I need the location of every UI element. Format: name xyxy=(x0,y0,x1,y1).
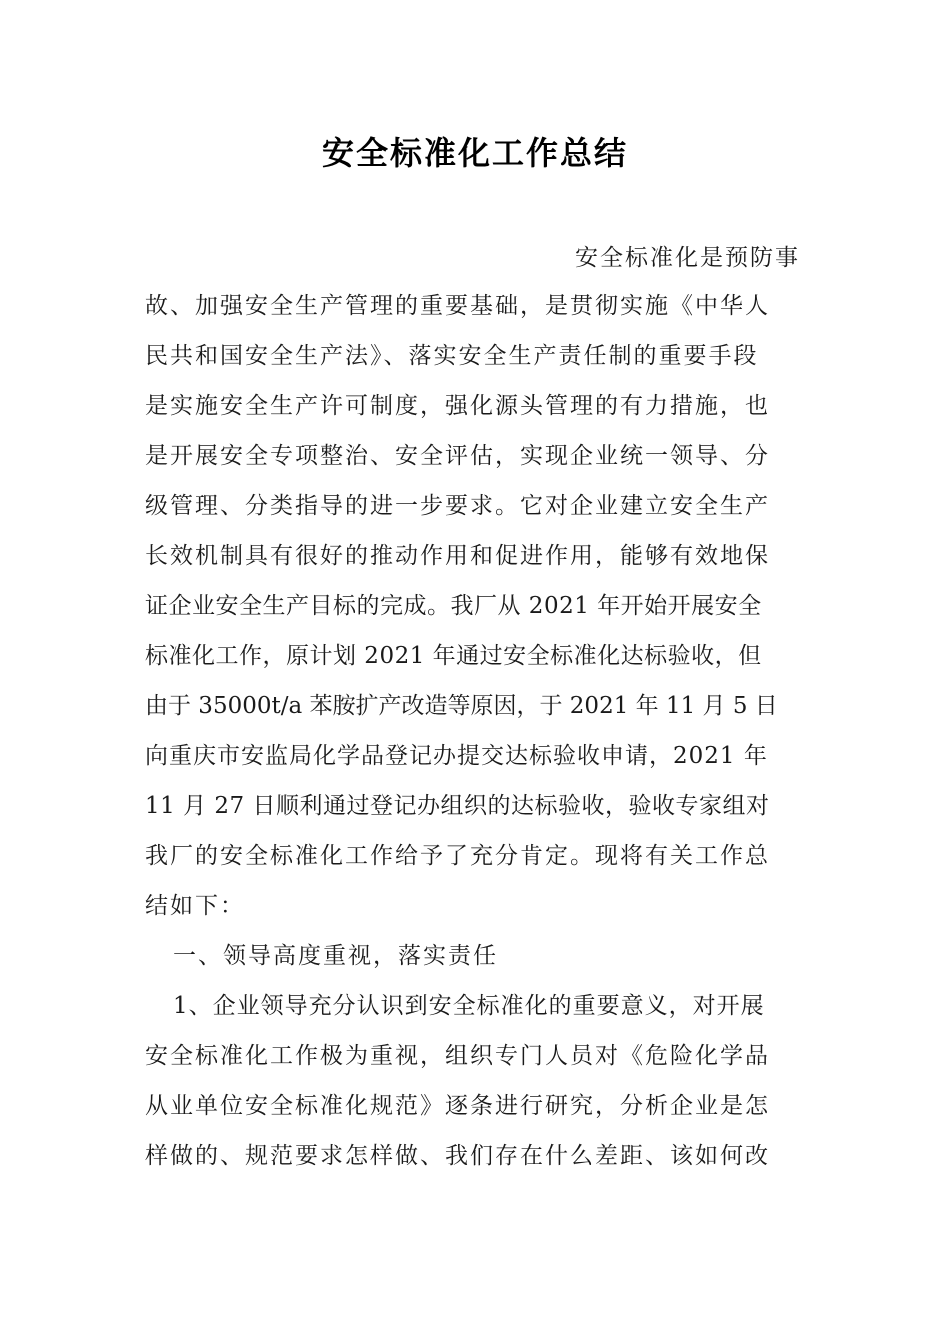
paragraph-line: 故、加强安全生产管理的重要基础，是贯彻实施《中华人 xyxy=(145,293,770,319)
paragraph-line: 标准化工作，原计划 2021 年通过安全标准化达标验收，但 xyxy=(145,643,762,669)
paragraph-line: 安全标准化是预防事 xyxy=(575,245,800,271)
paragraph-line: 安全标准化工作极为重视，组织专门人员对《危险化学品 xyxy=(145,1043,770,1069)
paragraph-line: 民共和国安全生产法》、落实安全生产责任制的重要手段 xyxy=(145,343,759,369)
paragraph-line: 结如下： xyxy=(145,893,245,919)
paragraph-line: 11 月 27 日顺利通过登记办组织的达标验收，验收专家组对 xyxy=(145,793,770,819)
paragraph-line: 从业单位安全标准化规范》逐条进行研究，分析企业是怎 xyxy=(145,1093,770,1119)
paragraph-line: 是开展安全专项整治、安全评估，实现企业统一领导、分 xyxy=(145,443,770,469)
paragraph-line: 是实施安全生产许可制度，强化源头管理的有力措施，也 xyxy=(145,393,770,419)
paragraph-line: 由于 35000t/a 苯胺扩产改造等原因，于 2021 年 11 月 5 日 xyxy=(145,693,778,719)
section-heading: 一、领导高度重视，落实责任 xyxy=(173,943,498,969)
paragraph-line: 1、企业领导充分认识到安全标准化的重要意义，对开展 xyxy=(173,993,765,1019)
document-title: 安全标准化工作总结 xyxy=(321,134,628,172)
paragraph-line: 样做的、规范要求怎样做、我们存在什么差距、该如何改 xyxy=(145,1143,770,1169)
paragraph-line: 我厂的安全标准化工作给予了充分肯定。现将有关工作总 xyxy=(145,843,770,869)
paragraph-line: 长效机制具有很好的推动作用和促进作用，能够有效地保 xyxy=(145,543,770,569)
paragraph-line: 级管理、分类指导的进一步要求。它对企业建立安全生产 xyxy=(145,493,770,519)
paragraph-line: 向重庆市安监局化学品登记办提交达标验收申请，2021 年 xyxy=(145,743,768,769)
paragraph-line: 证企业安全生产目标的完成。我厂从 2021 年开始开展安全 xyxy=(145,593,762,619)
